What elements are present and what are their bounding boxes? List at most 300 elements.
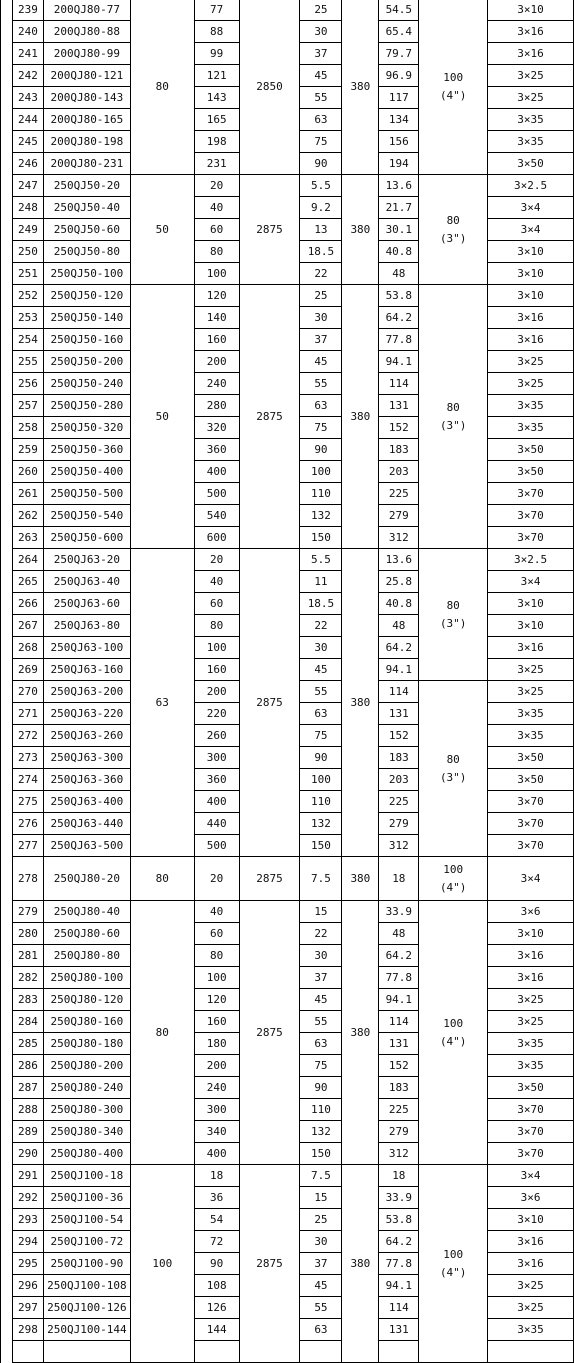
cable-cell: 3×16: [488, 1231, 574, 1253]
power-cell: 7.5: [300, 857, 342, 901]
power-cell: 30: [300, 307, 342, 329]
left-margin-cell: [1, 703, 13, 725]
model-cell: 200QJ80-88: [43, 21, 130, 43]
current-cell: 183: [379, 747, 419, 769]
power-cell: 150: [300, 1143, 342, 1165]
row-number: 248: [12, 197, 43, 219]
head-cell: 40: [194, 571, 239, 593]
cable-cell: 3×10: [488, 593, 574, 615]
cable-cell: 3×16: [488, 21, 574, 43]
model-cell: 250QJ50-320: [43, 417, 130, 439]
left-margin-cell: [1, 593, 13, 615]
model-cell: 250QJ50-500: [43, 483, 130, 505]
model-cell: 250QJ50-160: [43, 329, 130, 351]
speed-cell: 2875: [239, 285, 300, 549]
current-cell: 30.1: [379, 219, 419, 241]
head-cell: 20: [194, 175, 239, 197]
current-cell: 13.6: [379, 549, 419, 571]
left-margin-cell: [1, 1187, 13, 1209]
cable-cell: 3×70: [488, 527, 574, 549]
current-cell: 131: [379, 1033, 419, 1055]
left-margin-cell: [1, 1121, 13, 1143]
power-cell: 15: [300, 1187, 342, 1209]
model-cell: 250QJ63-100: [43, 637, 130, 659]
cable-cell: 3×35: [488, 1055, 574, 1077]
voltage-cell: 380: [342, 285, 379, 549]
flow-cell: 63: [130, 549, 194, 857]
model-cell: 250QJ63-20: [43, 549, 130, 571]
power-cell: 25: [300, 1209, 342, 1231]
current-cell: 65.4: [379, 21, 419, 43]
head-cell: 100: [194, 263, 239, 285]
head-cell: 20: [194, 857, 239, 901]
row-number: 241: [12, 43, 43, 65]
current-cell: [379, 1341, 419, 1363]
model-cell: 250QJ80-160: [43, 1011, 130, 1033]
model-cell: 250QJ80-180: [43, 1033, 130, 1055]
head-cell: 120: [194, 285, 239, 307]
power-cell: 63: [300, 395, 342, 417]
cable-cell: 3×35: [488, 109, 574, 131]
left-margin-cell: [1, 1253, 13, 1275]
row-number: 291: [12, 1165, 43, 1187]
speed-cell: 2875: [239, 549, 300, 857]
model-cell: 250QJ63-260: [43, 725, 130, 747]
row-number: 288: [12, 1099, 43, 1121]
row-number: 280: [12, 923, 43, 945]
cable-cell: 3×16: [488, 1253, 574, 1275]
model-cell: 250QJ80-340: [43, 1121, 130, 1143]
head-cell: 400: [194, 461, 239, 483]
model-cell: 200QJ80-143: [43, 87, 130, 109]
power-cell: 100: [300, 769, 342, 791]
left-margin-cell: [1, 967, 13, 989]
row-number: 254: [12, 329, 43, 351]
current-cell: 114: [379, 1011, 419, 1033]
model-cell: 200QJ80-99: [43, 43, 130, 65]
outlet-inch: (4"): [439, 1034, 467, 1048]
cable-cell: 3×35: [488, 131, 574, 153]
row-number: 294: [12, 1231, 43, 1253]
head-cell: 160: [194, 329, 239, 351]
left-margin-cell: [1, 989, 13, 1011]
head-cell: 140: [194, 307, 239, 329]
left-margin-cell: [1, 1165, 13, 1187]
head-cell: 100: [194, 637, 239, 659]
table-row: [1, 549, 574, 571]
current-cell: 312: [379, 1143, 419, 1165]
outlet-cell: [419, 549, 488, 681]
model-cell: 250QJ50-200: [43, 351, 130, 373]
model-cell: 250QJ100-144: [43, 1319, 130, 1341]
current-cell: 312: [379, 835, 419, 857]
head-cell: 200: [194, 681, 239, 703]
left-margin-cell: [1, 1319, 13, 1341]
power-cell: 5.5: [300, 549, 342, 571]
model-cell: 250QJ63-60: [43, 593, 130, 615]
cable-cell: 3×50: [488, 153, 574, 175]
left-margin-cell: [1, 1143, 13, 1165]
head-cell: 36: [194, 1187, 239, 1209]
model-cell: 250QJ100-72: [43, 1231, 130, 1253]
row-number: 293: [12, 1209, 43, 1231]
current-cell: 203: [379, 461, 419, 483]
model-cell: 250QJ80-120: [43, 989, 130, 1011]
current-cell: 64.2: [379, 307, 419, 329]
model-cell: 250QJ63-300: [43, 747, 130, 769]
outlet-cell: [419, 857, 488, 901]
cable-cell: 3×25: [488, 659, 574, 681]
left-margin-cell: [1, 725, 13, 747]
left-margin-cell: [1, 1209, 13, 1231]
head-cell: 54: [194, 1209, 239, 1231]
left-margin-cell: [1, 945, 13, 967]
current-cell: 152: [379, 417, 419, 439]
power-cell: 75: [300, 1055, 342, 1077]
table-row: [1, 0, 574, 21]
cable-cell: 3×16: [488, 945, 574, 967]
voltage-cell: 380: [342, 549, 379, 857]
head-cell: 80: [194, 615, 239, 637]
row-number: [12, 1341, 43, 1363]
row-number: 243: [12, 87, 43, 109]
power-cell: 63: [300, 1033, 342, 1055]
head-cell: 180: [194, 1033, 239, 1055]
row-number: 282: [12, 967, 43, 989]
left-margin-cell: [1, 219, 13, 241]
current-cell: 203: [379, 769, 419, 791]
left-margin-cell: [1, 197, 13, 219]
row-number: 252: [12, 285, 43, 307]
cable-cell: 3×25: [488, 1275, 574, 1297]
power-cell: 22: [300, 923, 342, 945]
current-cell: 114: [379, 681, 419, 703]
current-cell: 53.8: [379, 1209, 419, 1231]
row-number: 239: [12, 0, 43, 21]
model-cell: 250QJ80-20: [43, 857, 130, 901]
head-cell: 300: [194, 1099, 239, 1121]
power-cell: 110: [300, 791, 342, 813]
left-margin-cell: [1, 527, 13, 549]
left-margin-cell: [1, 21, 13, 43]
cable-cell: 3×10: [488, 241, 574, 263]
power-cell: 22: [300, 615, 342, 637]
head-cell: 220: [194, 703, 239, 725]
outlet-inch: (3"): [439, 616, 467, 630]
row-number: 259: [12, 439, 43, 461]
power-cell: 63: [300, 109, 342, 131]
row-number: 266: [12, 593, 43, 615]
row-number: 287: [12, 1077, 43, 1099]
current-cell: 183: [379, 1077, 419, 1099]
head-cell: 121: [194, 65, 239, 87]
row-number: 262: [12, 505, 43, 527]
current-cell: 48: [379, 263, 419, 285]
row-number: 258: [12, 417, 43, 439]
model-cell: 250QJ63-440: [43, 813, 130, 835]
left-margin-cell: [1, 813, 13, 835]
current-cell: 225: [379, 1099, 419, 1121]
head-cell: 88: [194, 21, 239, 43]
power-cell: 25: [300, 285, 342, 307]
left-margin-cell: [1, 0, 13, 21]
power-cell: 100: [300, 461, 342, 483]
outlet-inch: (4"): [439, 88, 467, 102]
left-margin-cell: [1, 461, 13, 483]
speed-cell: 2875: [239, 1165, 300, 1363]
model-cell: 250QJ63-80: [43, 615, 130, 637]
speed-cell: 2875: [239, 857, 300, 901]
cable-cell: 3×25: [488, 989, 574, 1011]
head-cell: [194, 1341, 239, 1363]
power-cell: 9.2: [300, 197, 342, 219]
cable-cell: 3×70: [488, 835, 574, 857]
cable-cell: 3×70: [488, 483, 574, 505]
head-cell: 198: [194, 131, 239, 153]
model-cell: 250QJ50-40: [43, 197, 130, 219]
power-cell: 63: [300, 1319, 342, 1341]
left-margin-cell: [1, 1033, 13, 1055]
current-cell: 48: [379, 923, 419, 945]
model-cell: 250QJ80-400: [43, 1143, 130, 1165]
cable-cell: 3×70: [488, 1143, 574, 1165]
cable-cell: 3×25: [488, 373, 574, 395]
cable-cell: 3×16: [488, 329, 574, 351]
head-cell: 160: [194, 1011, 239, 1033]
cable-cell: 3×50: [488, 769, 574, 791]
current-cell: 54.5: [379, 0, 419, 21]
left-margin-cell: [1, 1231, 13, 1253]
cable-cell: 3×16: [488, 307, 574, 329]
head-cell: 20: [194, 549, 239, 571]
current-cell: 131: [379, 395, 419, 417]
cable-cell: 3×50: [488, 747, 574, 769]
left-margin-cell: [1, 351, 13, 373]
model-cell: 250QJ100-18: [43, 1165, 130, 1187]
model-cell: 200QJ80-231: [43, 153, 130, 175]
head-cell: 240: [194, 373, 239, 395]
left-margin-cell: [1, 1099, 13, 1121]
cable-cell: 3×25: [488, 65, 574, 87]
current-cell: 131: [379, 703, 419, 725]
row-number: 273: [12, 747, 43, 769]
power-cell: 150: [300, 835, 342, 857]
model-cell: 250QJ100-126: [43, 1297, 130, 1319]
row-number: 277: [12, 835, 43, 857]
power-cell: 45: [300, 351, 342, 373]
head-cell: 231: [194, 153, 239, 175]
cable-cell: 3×6: [488, 1187, 574, 1209]
power-cell: 90: [300, 153, 342, 175]
head-cell: 126: [194, 1297, 239, 1319]
cable-cell: 3×50: [488, 461, 574, 483]
table-row: [1, 901, 574, 923]
cable-cell: 3×70: [488, 505, 574, 527]
head-cell: 120: [194, 989, 239, 1011]
outlet-inch: (3"): [439, 418, 467, 432]
current-cell: 312: [379, 527, 419, 549]
cable-cell: 3×16: [488, 637, 574, 659]
model-cell: 250QJ100-54: [43, 1209, 130, 1231]
cable-cell: 3×4: [488, 219, 574, 241]
cable-cell: 3×70: [488, 813, 574, 835]
outlet-size: 100: [443, 1016, 464, 1030]
cable-cell: 3×10: [488, 263, 574, 285]
power-cell: 18.5: [300, 593, 342, 615]
left-margin-cell: [1, 835, 13, 857]
row-number: 278: [12, 857, 43, 901]
head-cell: 200: [194, 1055, 239, 1077]
current-cell: 117: [379, 87, 419, 109]
row-number: 242: [12, 65, 43, 87]
voltage-cell: 380: [342, 0, 379, 175]
left-margin-cell: [1, 1297, 13, 1319]
flow-cell: 80: [130, 901, 194, 1165]
left-margin-cell: [1, 791, 13, 813]
outlet-size: 80: [446, 752, 460, 766]
power-cell: 30: [300, 637, 342, 659]
outlet-cell: [419, 285, 488, 549]
left-margin-cell: [1, 1011, 13, 1033]
head-cell: 360: [194, 439, 239, 461]
power-cell: 110: [300, 483, 342, 505]
cable-cell: 3×4: [488, 857, 574, 901]
outlet-size: 100: [443, 862, 464, 876]
power-cell: 90: [300, 747, 342, 769]
head-cell: 99: [194, 43, 239, 65]
model-cell: 250QJ50-360: [43, 439, 130, 461]
power-cell: 45: [300, 65, 342, 87]
outlet-cell: [419, 175, 488, 285]
head-cell: 18: [194, 1165, 239, 1187]
head-cell: 90: [194, 1253, 239, 1275]
power-cell: 132: [300, 505, 342, 527]
current-cell: 96.9: [379, 65, 419, 87]
current-cell: 64.2: [379, 945, 419, 967]
current-cell: 64.2: [379, 637, 419, 659]
cable-cell: 3×50: [488, 439, 574, 461]
power-cell: 75: [300, 725, 342, 747]
head-cell: 60: [194, 593, 239, 615]
cable-cell: 3×70: [488, 1099, 574, 1121]
cable-cell: 3×25: [488, 1297, 574, 1319]
row-number: 272: [12, 725, 43, 747]
voltage-cell: 380: [342, 1165, 379, 1363]
left-margin-cell: [1, 681, 13, 703]
cable-cell: 3×35: [488, 703, 574, 725]
cable-cell: 3×2.5: [488, 549, 574, 571]
voltage-cell: 380: [342, 857, 379, 901]
current-cell: 40.8: [379, 241, 419, 263]
power-cell: 37: [300, 1253, 342, 1275]
model-cell: 250QJ63-40: [43, 571, 130, 593]
power-cell: 30: [300, 945, 342, 967]
cable-cell: 3×70: [488, 791, 574, 813]
table-row: [1, 285, 574, 307]
table-body: [1, 0, 574, 1363]
cable-cell: 3×25: [488, 87, 574, 109]
outlet-inch: (3"): [439, 770, 467, 784]
model-cell: 250QJ50-240: [43, 373, 130, 395]
model-cell: 250QJ80-40: [43, 901, 130, 923]
row-number: 250: [12, 241, 43, 263]
cable-cell: 3×10: [488, 1209, 574, 1231]
left-margin-cell: [1, 373, 13, 395]
power-cell: 11: [300, 571, 342, 593]
left-margin-cell: [1, 483, 13, 505]
current-cell: 94.1: [379, 351, 419, 373]
flow-cell: 80: [130, 857, 194, 901]
current-cell: 225: [379, 483, 419, 505]
power-cell: 75: [300, 131, 342, 153]
model-cell: 250QJ80-240: [43, 1077, 130, 1099]
left-margin-cell: [1, 87, 13, 109]
flow-cell: 50: [130, 285, 194, 549]
current-cell: 18: [379, 1165, 419, 1187]
row-number: 267: [12, 615, 43, 637]
head-cell: 360: [194, 769, 239, 791]
head-cell: 60: [194, 219, 239, 241]
outlet-size: 100: [443, 70, 464, 84]
cable-cell: 3×25: [488, 681, 574, 703]
power-cell: 45: [300, 1275, 342, 1297]
power-cell: 25: [300, 0, 342, 21]
outlet-inch: (3"): [439, 231, 467, 245]
row-number: 279: [12, 901, 43, 923]
model-cell: 250QJ80-80: [43, 945, 130, 967]
model-cell: 250QJ63-160: [43, 659, 130, 681]
current-cell: 33.9: [379, 1187, 419, 1209]
left-margin-cell: [1, 637, 13, 659]
power-cell: 37: [300, 967, 342, 989]
cable-cell: 3×16: [488, 43, 574, 65]
left-margin-cell: [1, 43, 13, 65]
head-cell: 240: [194, 1077, 239, 1099]
model-cell: 250QJ63-220: [43, 703, 130, 725]
cable-cell: 3×6: [488, 901, 574, 923]
current-cell: 225: [379, 791, 419, 813]
row-number: 275: [12, 791, 43, 813]
voltage-cell: 380: [342, 175, 379, 285]
row-number: 295: [12, 1253, 43, 1275]
model-cell: 250QJ63-500: [43, 835, 130, 857]
row-number: 249: [12, 219, 43, 241]
row-number: 263: [12, 527, 43, 549]
model-cell: 250QJ80-300: [43, 1099, 130, 1121]
left-margin-cell: [1, 571, 13, 593]
left-margin-cell: [1, 131, 13, 153]
left-margin-cell: [1, 857, 13, 901]
cable-cell: [488, 1341, 574, 1363]
head-cell: 60: [194, 923, 239, 945]
current-cell: 152: [379, 725, 419, 747]
cable-cell: 3×35: [488, 1033, 574, 1055]
power-cell: 18.5: [300, 241, 342, 263]
row-number: 261: [12, 483, 43, 505]
current-cell: 25.8: [379, 571, 419, 593]
outlet-size: 80: [446, 213, 460, 227]
model-cell: 250QJ80-60: [43, 923, 130, 945]
current-cell: 114: [379, 1297, 419, 1319]
model-cell: 250QJ50-540: [43, 505, 130, 527]
current-cell: 156: [379, 131, 419, 153]
current-cell: 77.8: [379, 329, 419, 351]
current-cell: 48: [379, 615, 419, 637]
current-cell: 40.8: [379, 593, 419, 615]
current-cell: 53.8: [379, 285, 419, 307]
model-cell: 250QJ50-400: [43, 461, 130, 483]
current-cell: 183: [379, 439, 419, 461]
